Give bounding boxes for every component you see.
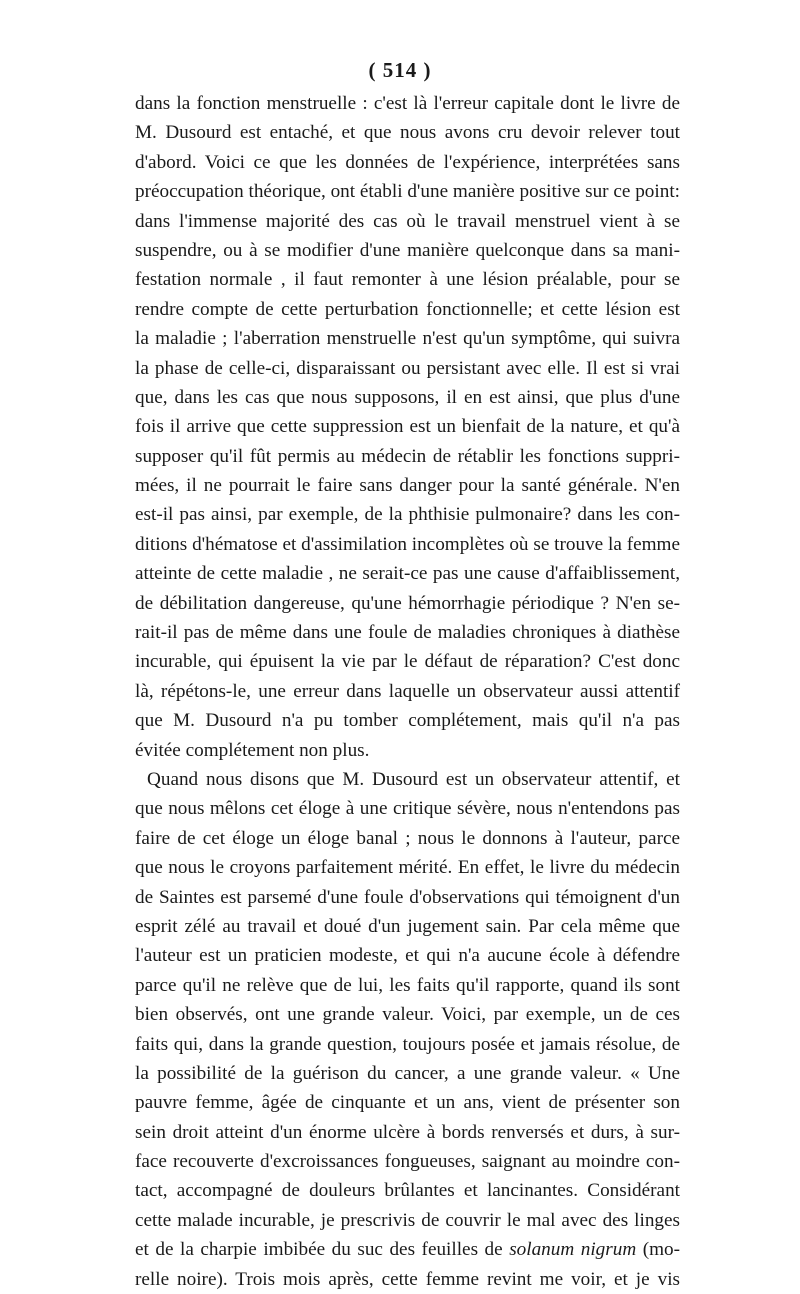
text-line-content: préoccupation théorique, ont établi d'une manière positive sur ce point: [135,181,680,203]
paragraph [135,89,680,765]
text-line [135,736,680,765]
text-line-content: cette malade incurable, je prescrivis de couvrir le mal avec des linges [135,1209,680,1231]
text-line-content: incurable, qui épuisent la vie par le défaut de réparation? C'est donc [135,651,680,673]
text-line-content: dans la fonction menstruelle : c'est là l'erreur capitale dont le livre de [135,93,680,114]
text-line-content: la maladie ; l'aberration menstruelle n'est qu'un symptôme, qui suivra [135,328,680,350]
text-line [135,412,680,441]
text-line [135,442,680,471]
text-line-content: sein droit atteint d'un énorme ulcère à bords renversés et durs, à sur- [135,1121,680,1143]
text-line-content: la phase de celle-ci, disparaissant ou persistant avec elle. Il est si vrai [135,357,680,379]
text-segment: (mo- [636,1239,680,1261]
text-line-content: que M. Dusourd n'a pu tomber complétement, mais qu'il n'a pas [135,710,680,732]
text-line-content: suspendre, ou à se modifier d'une manière quelconque dans sa mani- [135,239,680,261]
text-segment: et de la charpie imbibée du suc des feuilles de [135,1239,510,1261]
text-line-content: rendre compte de cette perturbation fonctionnelle; et cette lésion est [135,298,680,320]
text-line [135,148,680,177]
text-line-content: d'abord. Voici ce que les données de l'expérience, interprétées sans [135,151,680,173]
text-line-content: atteinte de cette maladie , ne serait-ce pas une cause d'affaiblissement, [135,563,680,585]
text-line [135,794,680,823]
text-line-content [135,1235,680,1264]
text-line [135,559,680,588]
text-line [135,500,680,529]
text-line [135,677,680,706]
text-line-content: pauvre femme, âgée de cinquante et un ans, vient de présenter son [135,1092,680,1114]
text-line-content: rait-il pas de même dans une foule de maladies chroniques à diathèse [135,622,680,644]
text-line [135,618,680,647]
text-line [135,1206,680,1235]
text-line-content: que nous mêlons cet éloge à une critique sévère, nous n'entendons pas [135,798,680,820]
text-line [135,971,680,1000]
text-line-content: l'auteur est un praticien modeste, et qui n'a aucune école à défendre [135,945,680,967]
text-line-content: festation normale , il faut remonter à une lésion préalable, pour se [135,269,680,291]
text-line [135,324,680,353]
text-line [135,295,680,324]
text-line [135,1088,680,1117]
text-line [135,1118,680,1147]
text-line [135,706,680,735]
text-line-content: dans l'immense majorité des cas où le travail menstruel vient à se [135,210,680,232]
text-line [135,471,680,500]
text-line-content: fois il arrive que cette suppression est un bienfait de la nature, et qu'à [135,416,680,438]
text-line [135,1059,680,1088]
text-line [135,1235,680,1264]
text-line [135,383,680,412]
text-line-content: là, répétons-le, une erreur dans laquelle un observateur aussi attentif [135,680,680,702]
italic-term: solanum nigrum [509,1239,637,1261]
text-line-content: faire de cet éloge un éloge banal ; nous le donnons à l'auteur, parce [135,827,680,849]
text-line [135,236,680,265]
text-line-content: supposer qu'il fût permis au médecin de rétablir les fonctions suppri- [135,445,680,467]
text-line-content: Quand nous disons que M. Dusourd est un observateur attentif, et [147,768,680,790]
text-line-content: ditions d'hématose et d'assimilation incomplètes où se trouve la femme [135,533,680,555]
page-number: ( 514 ) [368,58,432,82]
paragraph [135,765,680,1294]
text-line-content: évitée complétement non plus. [135,739,370,761]
text-line [135,177,680,206]
text-line [135,89,680,118]
text-line [135,1265,680,1294]
text-line-content: mées, il ne pourrait le faire sans danger pour la santé générale. N'en [135,475,680,497]
text-line [135,765,680,794]
text-line-content: face recouverte d'excroissances fongueuses, saignant au moindre con- [135,1151,680,1173]
text-line [135,912,680,941]
text-line [135,647,680,676]
text-line [135,265,680,294]
text-line [135,1147,680,1176]
text-line-content: que, dans les cas que nous supposons, il en est ainsi, que plus d'une [135,386,680,408]
text-line [135,1030,680,1059]
text-line-content: parce qu'il ne relève que de lui, les faits qu'il rapporte, quand ils sont [135,974,680,996]
text-line-content: faits qui, dans la grande question, toujours posée et jamais résolue, de [135,1033,680,1055]
text-line [135,118,680,147]
text-line-content: que nous le croyons parfaitement mérité. En effet, le livre du médecin [135,857,680,879]
text-line-content: bien observés, ont une grande valeur. Voici, par exemple, un de ces [135,1004,680,1026]
text-line [135,824,680,853]
text-line [135,354,680,383]
text-line [135,1000,680,1029]
text-line [135,1176,680,1205]
text-line-content: esprit zélé au travail et doué d'un jugement sain. Par cela même que [135,915,680,937]
text-line-content: la possibilité de la guérison du cancer, a une grande valeur. « Une [135,1062,680,1084]
text-line [135,207,680,236]
text-line-content: tact, accompagné de douleurs brûlantes et lancinantes. Considérant [135,1180,680,1202]
text-line-content: de débilitation dangereuse, qu'une hémorrhagie périodique ? N'en se- [135,592,680,614]
text-line [135,530,680,559]
text-line-content: relle noire). Trois mois après, cette femme revint me voir, et je vis [135,1268,680,1290]
text-line-content: de Saintes est parsemé d'une foule d'observations qui témoignent d'un [135,886,680,908]
body-text [135,89,680,1294]
text-line [135,853,680,882]
text-line-content: M. Dusourd est entaché, et que nous avons cru devoir relever tout [135,122,680,144]
text-line-content: est-il pas ainsi, par exemple, de la phthisie pulmonaire? dans les con- [135,504,680,526]
text-line [135,589,680,618]
text-line [135,941,680,970]
text-line [135,883,680,912]
